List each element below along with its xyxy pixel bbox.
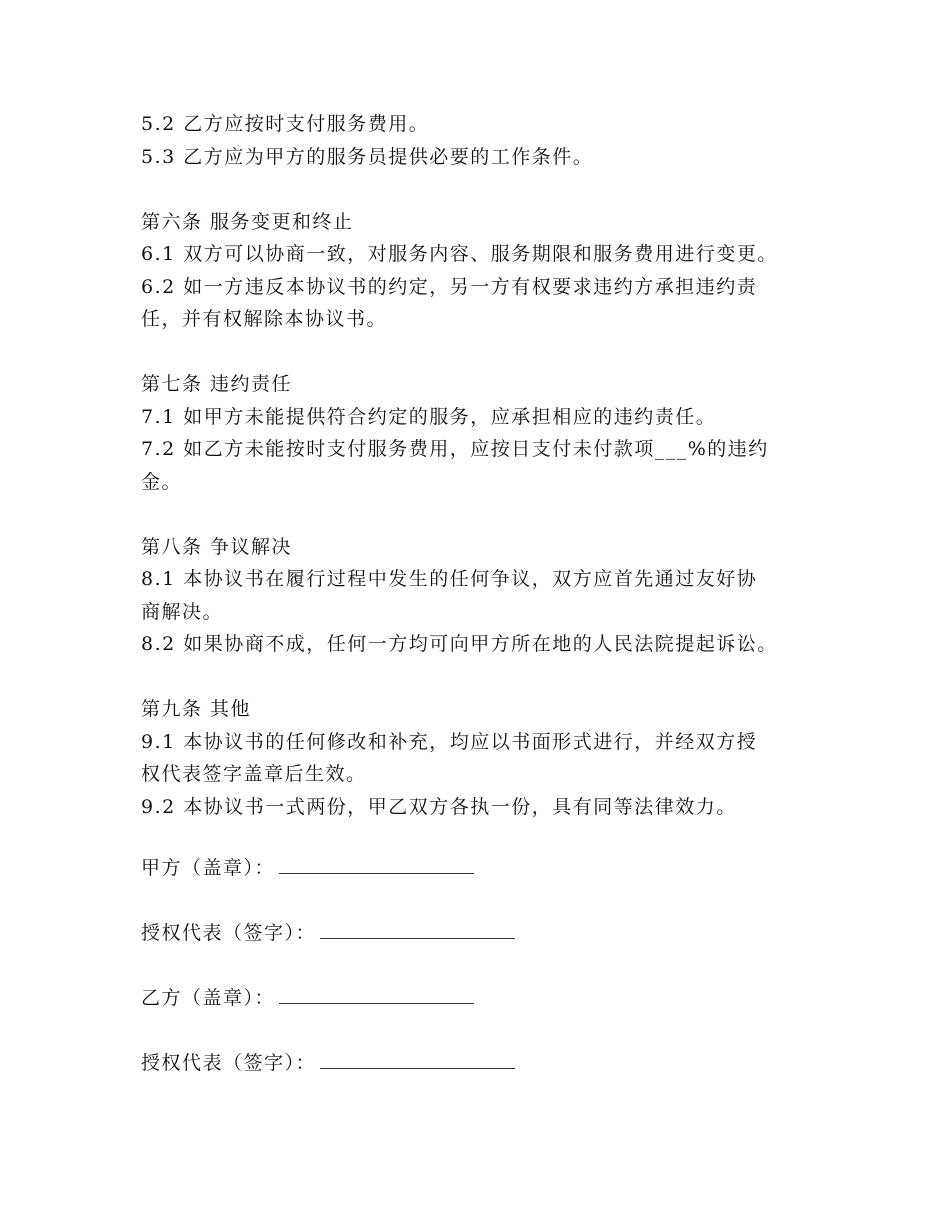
clause-7-1: 7.1 如甲方未能提供符合约定的服务，应承担相应的违约责任。	[141, 405, 717, 428]
clause-9-1: 9.1 本协议书的任何修改和补充，均应以书面形式进行，并经双方授	[141, 730, 758, 753]
section-7	[141, 368, 831, 498]
signature-label: 乙方（盖章）：	[141, 987, 276, 1009]
clause-5-3: 5.3 乙方应为甲方的服务员提供必要的工作条件。	[141, 145, 594, 168]
section-5	[141, 108, 831, 173]
clause-9-2: 9.2 本协议书一式两份，甲乙双方各执一份，具有同等法律效力。	[141, 795, 737, 818]
clause-7-2-cont: 金。	[141, 470, 183, 493]
section-6-heading: 第六条 服务变更和终止	[141, 210, 354, 233]
signature-blank-field	[279, 853, 474, 874]
clause-8-1-cont: 商解决。	[141, 600, 224, 623]
section-7-heading: 第七条 违约责任	[141, 373, 293, 395]
clause-5-2: 5.2 乙方应按时支付服务费用。	[141, 113, 430, 135]
clause-8-2: 8.2 如果协商不成，任何一方均可向甲方所在地的人民法院提起诉讼。	[141, 633, 778, 655]
signature-blank-field	[320, 1048, 515, 1069]
signature-label: 甲方（盖章）：	[141, 857, 276, 879]
clause-6-2: 6.2 如一方违反本协议书的约定，另一方有权要求违约方承担违约责	[141, 275, 758, 298]
signature-blank-field	[320, 918, 515, 939]
signature-party-a-representative	[141, 917, 841, 949]
document-body	[141, 108, 831, 823]
section-8	[141, 531, 831, 661]
clause-6-1: 6.1 双方可以协商一致，对服务内容、服务期限和服务费用进行变更。	[141, 243, 778, 265]
signature-party-a	[141, 852, 841, 884]
signature-label: 授权代表（签字）：	[141, 922, 317, 944]
section-8-heading: 第八条 争议解决	[141, 535, 293, 558]
signature-party-b	[141, 982, 841, 1014]
clause-7-2: 7.2 如乙方未能按时支付服务费用，应按日支付未付款项___%的违约	[141, 438, 769, 460]
section-9-heading: 第九条 其他	[141, 698, 252, 720]
signature-label: 授权代表（签字）：	[141, 1052, 317, 1074]
section-9	[141, 693, 831, 823]
clause-6-2-cont: 任，并有权解除本协议书。	[141, 308, 388, 330]
signature-blank-field	[279, 983, 474, 1004]
section-6	[141, 206, 831, 336]
clause-9-1-cont: 权代表签字盖章后生效。	[141, 763, 367, 785]
signature-party-b-representative	[141, 1047, 841, 1079]
clause-8-1: 8.1 本协议书在履行过程中发生的任何争议，双方应首先通过友好协	[141, 568, 758, 590]
